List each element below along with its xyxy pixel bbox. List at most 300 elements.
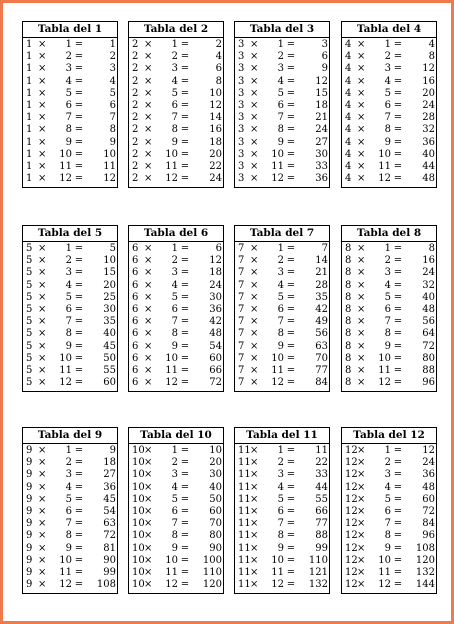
- factor: 9: [26, 579, 33, 591]
- times-sign: ×: [357, 481, 366, 493]
- factor: 7: [238, 340, 245, 352]
- times-sign: ×: [250, 124, 259, 136]
- times-sign: ×: [250, 173, 259, 185]
- equals-sign: =: [393, 279, 403, 291]
- multiplier: 3: [171, 267, 178, 279]
- table-row: [23, 328, 117, 340]
- factor: 7: [238, 303, 245, 315]
- factor: 7: [238, 316, 245, 328]
- factor: 1: [26, 51, 33, 63]
- product: 36: [422, 136, 435, 148]
- multiplier: 6: [277, 303, 284, 315]
- multiplier: 4: [277, 279, 284, 291]
- times-sign: ×: [357, 243, 366, 254]
- times-sign: ×: [357, 39, 366, 50]
- multiplier: 11: [165, 364, 178, 376]
- table-row: [235, 328, 329, 340]
- times-sign: ×: [250, 51, 259, 63]
- table-row: [129, 39, 223, 51]
- times-sign: ×: [144, 493, 153, 505]
- equals-sign: =: [74, 445, 84, 456]
- factor: 2: [132, 75, 139, 87]
- factor: 8: [345, 267, 352, 279]
- table-row: [342, 51, 436, 63]
- equals-sign: =: [286, 160, 296, 172]
- equals-sign: =: [393, 87, 403, 99]
- times-sign: ×: [250, 554, 259, 566]
- times-sign: ×: [250, 542, 259, 554]
- multiplier: 10: [378, 352, 391, 364]
- product: 20: [209, 148, 222, 160]
- times-sign: ×: [250, 148, 259, 160]
- multiplier: 2: [384, 51, 391, 63]
- table-row: [23, 543, 117, 555]
- product: 5: [109, 87, 116, 99]
- factor: 5: [26, 243, 33, 254]
- product: 30: [103, 303, 116, 315]
- table-row: [235, 469, 329, 481]
- factor: 3: [238, 75, 245, 87]
- product: 88: [422, 364, 435, 376]
- equals-sign: =: [286, 112, 296, 124]
- multiplier: 7: [277, 112, 284, 124]
- product: 96: [422, 377, 435, 389]
- equals-sign: =: [74, 87, 84, 99]
- equals-sign: =: [180, 579, 190, 591]
- product: 132: [415, 566, 435, 578]
- equals-sign: =: [180, 328, 190, 340]
- table-row: [23, 482, 117, 494]
- factor: 4: [345, 63, 352, 75]
- multiplication-table: [22, 427, 118, 594]
- times-sign: ×: [250, 505, 259, 517]
- table-row: [23, 255, 117, 267]
- equals-sign: =: [74, 530, 84, 542]
- table-row: [23, 579, 117, 591]
- multiplier: 6: [171, 303, 178, 315]
- factor: 12: [345, 469, 358, 481]
- equals-sign: =: [393, 124, 403, 136]
- product: 32: [422, 279, 435, 291]
- multiplier: 3: [171, 469, 178, 481]
- equals-sign: =: [180, 267, 190, 279]
- table-row: [235, 137, 329, 149]
- table-row: [23, 469, 117, 481]
- times-sign: ×: [38, 469, 47, 481]
- factor: 2: [132, 39, 139, 50]
- times-sign: ×: [38, 124, 47, 136]
- times-sign: ×: [144, 173, 153, 185]
- table-row: [23, 365, 117, 377]
- multiplier: 7: [171, 316, 178, 328]
- times-sign: ×: [357, 63, 366, 75]
- multiplier: 3: [171, 63, 178, 75]
- factor: 11: [238, 445, 251, 456]
- factor: 6: [132, 243, 139, 254]
- factor: 11: [238, 493, 251, 505]
- times-sign: ×: [357, 566, 366, 578]
- table-row: [235, 316, 329, 328]
- times-sign: ×: [357, 542, 366, 554]
- product: 55: [315, 493, 328, 505]
- multiplier: 1: [171, 243, 178, 254]
- times-sign: ×: [38, 173, 47, 185]
- multiplier: 3: [277, 63, 284, 75]
- table-row: [342, 100, 436, 112]
- table-row: [235, 255, 329, 267]
- factor: 5: [26, 377, 33, 389]
- equals-sign: =: [180, 99, 190, 111]
- times-sign: ×: [357, 364, 366, 376]
- table-row: [235, 365, 329, 377]
- multiplier: 8: [384, 530, 391, 542]
- table-row: [342, 76, 436, 88]
- table-row: [342, 112, 436, 124]
- multiplier: 8: [384, 328, 391, 340]
- multiplier: 4: [65, 481, 72, 493]
- table-row: [23, 567, 117, 579]
- product: 72: [422, 505, 435, 517]
- product: 20: [422, 87, 435, 99]
- multiplier: 12: [59, 377, 72, 389]
- table-row: [129, 457, 223, 469]
- table-row: [235, 543, 329, 555]
- multiplication-table: [341, 225, 437, 392]
- factor: 3: [238, 148, 245, 160]
- times-sign: ×: [357, 579, 366, 591]
- multiplier: 2: [277, 255, 284, 267]
- multiplier: 8: [65, 124, 72, 136]
- times-sign: ×: [250, 493, 259, 505]
- product: 80: [422, 352, 435, 364]
- table-row: [23, 457, 117, 469]
- product: 25: [103, 291, 116, 303]
- table-row: [342, 243, 436, 255]
- times-sign: ×: [144, 554, 153, 566]
- product: 30: [209, 469, 222, 481]
- table-row: [342, 494, 436, 506]
- product: 15: [103, 267, 116, 279]
- factor: 4: [345, 51, 352, 63]
- times-sign: ×: [357, 124, 366, 136]
- times-sign: ×: [144, 316, 153, 328]
- times-sign: ×: [250, 469, 259, 481]
- equals-sign: =: [393, 579, 403, 591]
- times-sign: ×: [357, 99, 366, 111]
- table-row: [129, 316, 223, 328]
- product: 27: [315, 136, 328, 148]
- equals-sign: =: [286, 328, 296, 340]
- times-sign: ×: [357, 136, 366, 148]
- product: 48: [422, 303, 435, 315]
- multiplier: 1: [65, 39, 72, 50]
- product: 70: [315, 352, 328, 364]
- multiplier: 11: [378, 160, 391, 172]
- table-row: [23, 243, 117, 255]
- table-row: [342, 567, 436, 579]
- table-row: [129, 63, 223, 75]
- factor: 10: [132, 445, 145, 456]
- product: 4: [109, 75, 116, 87]
- equals-sign: =: [180, 124, 190, 136]
- table-row: [23, 100, 117, 112]
- product: 55: [103, 364, 116, 376]
- equals-sign: =: [393, 51, 403, 63]
- product: 6: [321, 51, 328, 63]
- factor: 3: [238, 112, 245, 124]
- product: 40: [103, 328, 116, 340]
- factor: 9: [26, 493, 33, 505]
- factor: 7: [238, 328, 245, 340]
- times-sign: ×: [38, 148, 47, 160]
- multiplier: 6: [384, 505, 391, 517]
- table-row: [235, 280, 329, 292]
- product: 7: [109, 112, 116, 124]
- times-sign: ×: [357, 148, 366, 160]
- times-sign: ×: [38, 352, 47, 364]
- product: 77: [315, 518, 328, 530]
- multiplier: 5: [65, 87, 72, 99]
- factor: 3: [238, 51, 245, 63]
- table-row: [23, 137, 117, 149]
- equals-sign: =: [74, 364, 84, 376]
- times-sign: ×: [144, 566, 153, 578]
- table-row: [342, 161, 436, 173]
- times-sign: ×: [38, 303, 47, 315]
- product: 12: [209, 99, 222, 111]
- multiplier: 12: [378, 173, 391, 185]
- equals-sign: =: [74, 136, 84, 148]
- factor: 5: [26, 303, 33, 315]
- factor: 2: [132, 87, 139, 99]
- table-row: [129, 567, 223, 579]
- times-sign: ×: [144, 505, 153, 517]
- multiplier: 12: [59, 579, 72, 591]
- table-row: [129, 579, 223, 591]
- equals-sign: =: [74, 160, 84, 172]
- factor: 1: [26, 39, 33, 50]
- multiplier: 2: [384, 255, 391, 267]
- table-row: [129, 328, 223, 340]
- equals-sign: =: [180, 243, 190, 254]
- table-row: [129, 137, 223, 149]
- table-row: [23, 88, 117, 100]
- equals-sign: =: [393, 566, 403, 578]
- equals-sign: =: [286, 505, 296, 517]
- product: 16: [422, 75, 435, 87]
- product: 132: [308, 579, 328, 591]
- equals-sign: =: [286, 279, 296, 291]
- product: 40: [209, 481, 222, 493]
- multiplier: 11: [271, 160, 284, 172]
- times-sign: ×: [250, 63, 259, 75]
- product: 6: [109, 99, 116, 111]
- equals-sign: =: [180, 173, 190, 185]
- times-sign: ×: [144, 255, 153, 267]
- multiplier: 10: [271, 352, 284, 364]
- multiplier: 9: [384, 542, 391, 554]
- table-row: [342, 353, 436, 365]
- times-sign: ×: [250, 352, 259, 364]
- product: 36: [315, 173, 328, 185]
- table-title: Tabla del 8: [342, 226, 436, 242]
- times-sign: ×: [38, 340, 47, 352]
- product: 35: [315, 291, 328, 303]
- product: 35: [103, 316, 116, 328]
- times-sign: ×: [250, 530, 259, 542]
- product: 18: [209, 267, 222, 279]
- multiplier: 10: [165, 352, 178, 364]
- equals-sign: =: [74, 124, 84, 136]
- product: 90: [209, 542, 222, 554]
- factor: 1: [26, 75, 33, 87]
- equals-sign: =: [286, 87, 296, 99]
- multiplier: 11: [59, 364, 72, 376]
- equals-sign: =: [180, 566, 190, 578]
- table-row: [235, 518, 329, 530]
- product: 49: [315, 316, 328, 328]
- equals-sign: =: [393, 518, 403, 530]
- equals-sign: =: [393, 316, 403, 328]
- times-sign: ×: [38, 267, 47, 279]
- product: 48: [209, 328, 222, 340]
- times-sign: ×: [357, 457, 366, 469]
- table-row: [23, 555, 117, 567]
- times-sign: ×: [38, 243, 47, 254]
- times-sign: ×: [250, 255, 259, 267]
- table-row: [235, 530, 329, 542]
- times-sign: ×: [357, 51, 366, 63]
- product: 88: [315, 530, 328, 542]
- equals-sign: =: [286, 364, 296, 376]
- product: 6: [215, 63, 222, 75]
- equals-sign: =: [180, 445, 190, 456]
- product: 16: [422, 255, 435, 267]
- factor: 8: [345, 279, 352, 291]
- multiplier: 9: [384, 340, 391, 352]
- product: 56: [422, 316, 435, 328]
- equals-sign: =: [286, 445, 296, 456]
- table-row: [129, 280, 223, 292]
- table-row: [129, 88, 223, 100]
- factor: 5: [26, 316, 33, 328]
- times-sign: ×: [38, 39, 47, 50]
- factor: 2: [132, 124, 139, 136]
- multiplier: 11: [59, 566, 72, 578]
- product: 60: [103, 377, 116, 389]
- times-sign: ×: [38, 63, 47, 75]
- product: 11: [103, 160, 116, 172]
- table-row: [235, 567, 329, 579]
- equals-sign: =: [393, 148, 403, 160]
- table-row: [129, 243, 223, 255]
- table-row: [23, 280, 117, 292]
- multiplication-table: [128, 225, 224, 392]
- factor: 3: [238, 87, 245, 99]
- factor: 12: [345, 445, 358, 456]
- product: 2: [109, 51, 116, 63]
- factor: 11: [238, 481, 251, 493]
- multiplier: 3: [65, 469, 72, 481]
- table-row: [23, 149, 117, 161]
- multiplier: 3: [384, 469, 391, 481]
- multiplier: 12: [165, 579, 178, 591]
- equals-sign: =: [393, 39, 403, 50]
- product: 50: [209, 493, 222, 505]
- equals-sign: =: [74, 63, 84, 75]
- table-title: Tabla del 11: [235, 428, 329, 444]
- times-sign: ×: [357, 377, 366, 389]
- times-sign: ×: [357, 445, 366, 456]
- times-sign: ×: [357, 173, 366, 185]
- table-row: [235, 579, 329, 591]
- product: 120: [202, 579, 222, 591]
- multiplier: 12: [271, 579, 284, 591]
- times-sign: ×: [357, 469, 366, 481]
- equals-sign: =: [393, 75, 403, 87]
- times-sign: ×: [144, 328, 153, 340]
- table-title: Tabla del 9: [23, 428, 117, 444]
- product: 48: [422, 481, 435, 493]
- factor: 8: [345, 328, 352, 340]
- table-row: [342, 173, 436, 185]
- times-sign: ×: [144, 243, 153, 254]
- table-row: [342, 255, 436, 267]
- product: 14: [209, 112, 222, 124]
- product: 40: [422, 291, 435, 303]
- multiplier: 8: [277, 530, 284, 542]
- multiplier: 2: [65, 457, 72, 469]
- multiplier: 8: [171, 328, 178, 340]
- table-row: [129, 506, 223, 518]
- product: 63: [103, 518, 116, 530]
- multiplier: 6: [384, 99, 391, 111]
- factor: 9: [26, 481, 33, 493]
- table-row: [342, 518, 436, 530]
- table-row: [23, 377, 117, 389]
- multiplier: 3: [277, 469, 284, 481]
- product: 120: [415, 554, 435, 566]
- table-row: [342, 341, 436, 353]
- equals-sign: =: [286, 340, 296, 352]
- times-sign: ×: [357, 160, 366, 172]
- product: 7: [321, 243, 328, 254]
- table-row: [129, 353, 223, 365]
- equals-sign: =: [286, 493, 296, 505]
- multiplier: 1: [384, 445, 391, 456]
- factor: 5: [26, 352, 33, 364]
- table-row: [129, 365, 223, 377]
- factor: 9: [26, 542, 33, 554]
- multiplier: 3: [277, 267, 284, 279]
- table-row: [342, 377, 436, 389]
- product: 1: [109, 39, 116, 50]
- factor: 9: [26, 530, 33, 542]
- factor: 8: [345, 352, 352, 364]
- factor: 9: [26, 518, 33, 530]
- equals-sign: =: [180, 554, 190, 566]
- multiplier: 9: [384, 136, 391, 148]
- table-row: [235, 112, 329, 124]
- multiplier: 7: [65, 316, 72, 328]
- table-row: [235, 445, 329, 457]
- equals-sign: =: [74, 352, 84, 364]
- multiplier: 11: [165, 566, 178, 578]
- product: 84: [315, 377, 328, 389]
- times-sign: ×: [144, 469, 153, 481]
- equals-sign: =: [74, 481, 84, 493]
- product: 21: [315, 112, 328, 124]
